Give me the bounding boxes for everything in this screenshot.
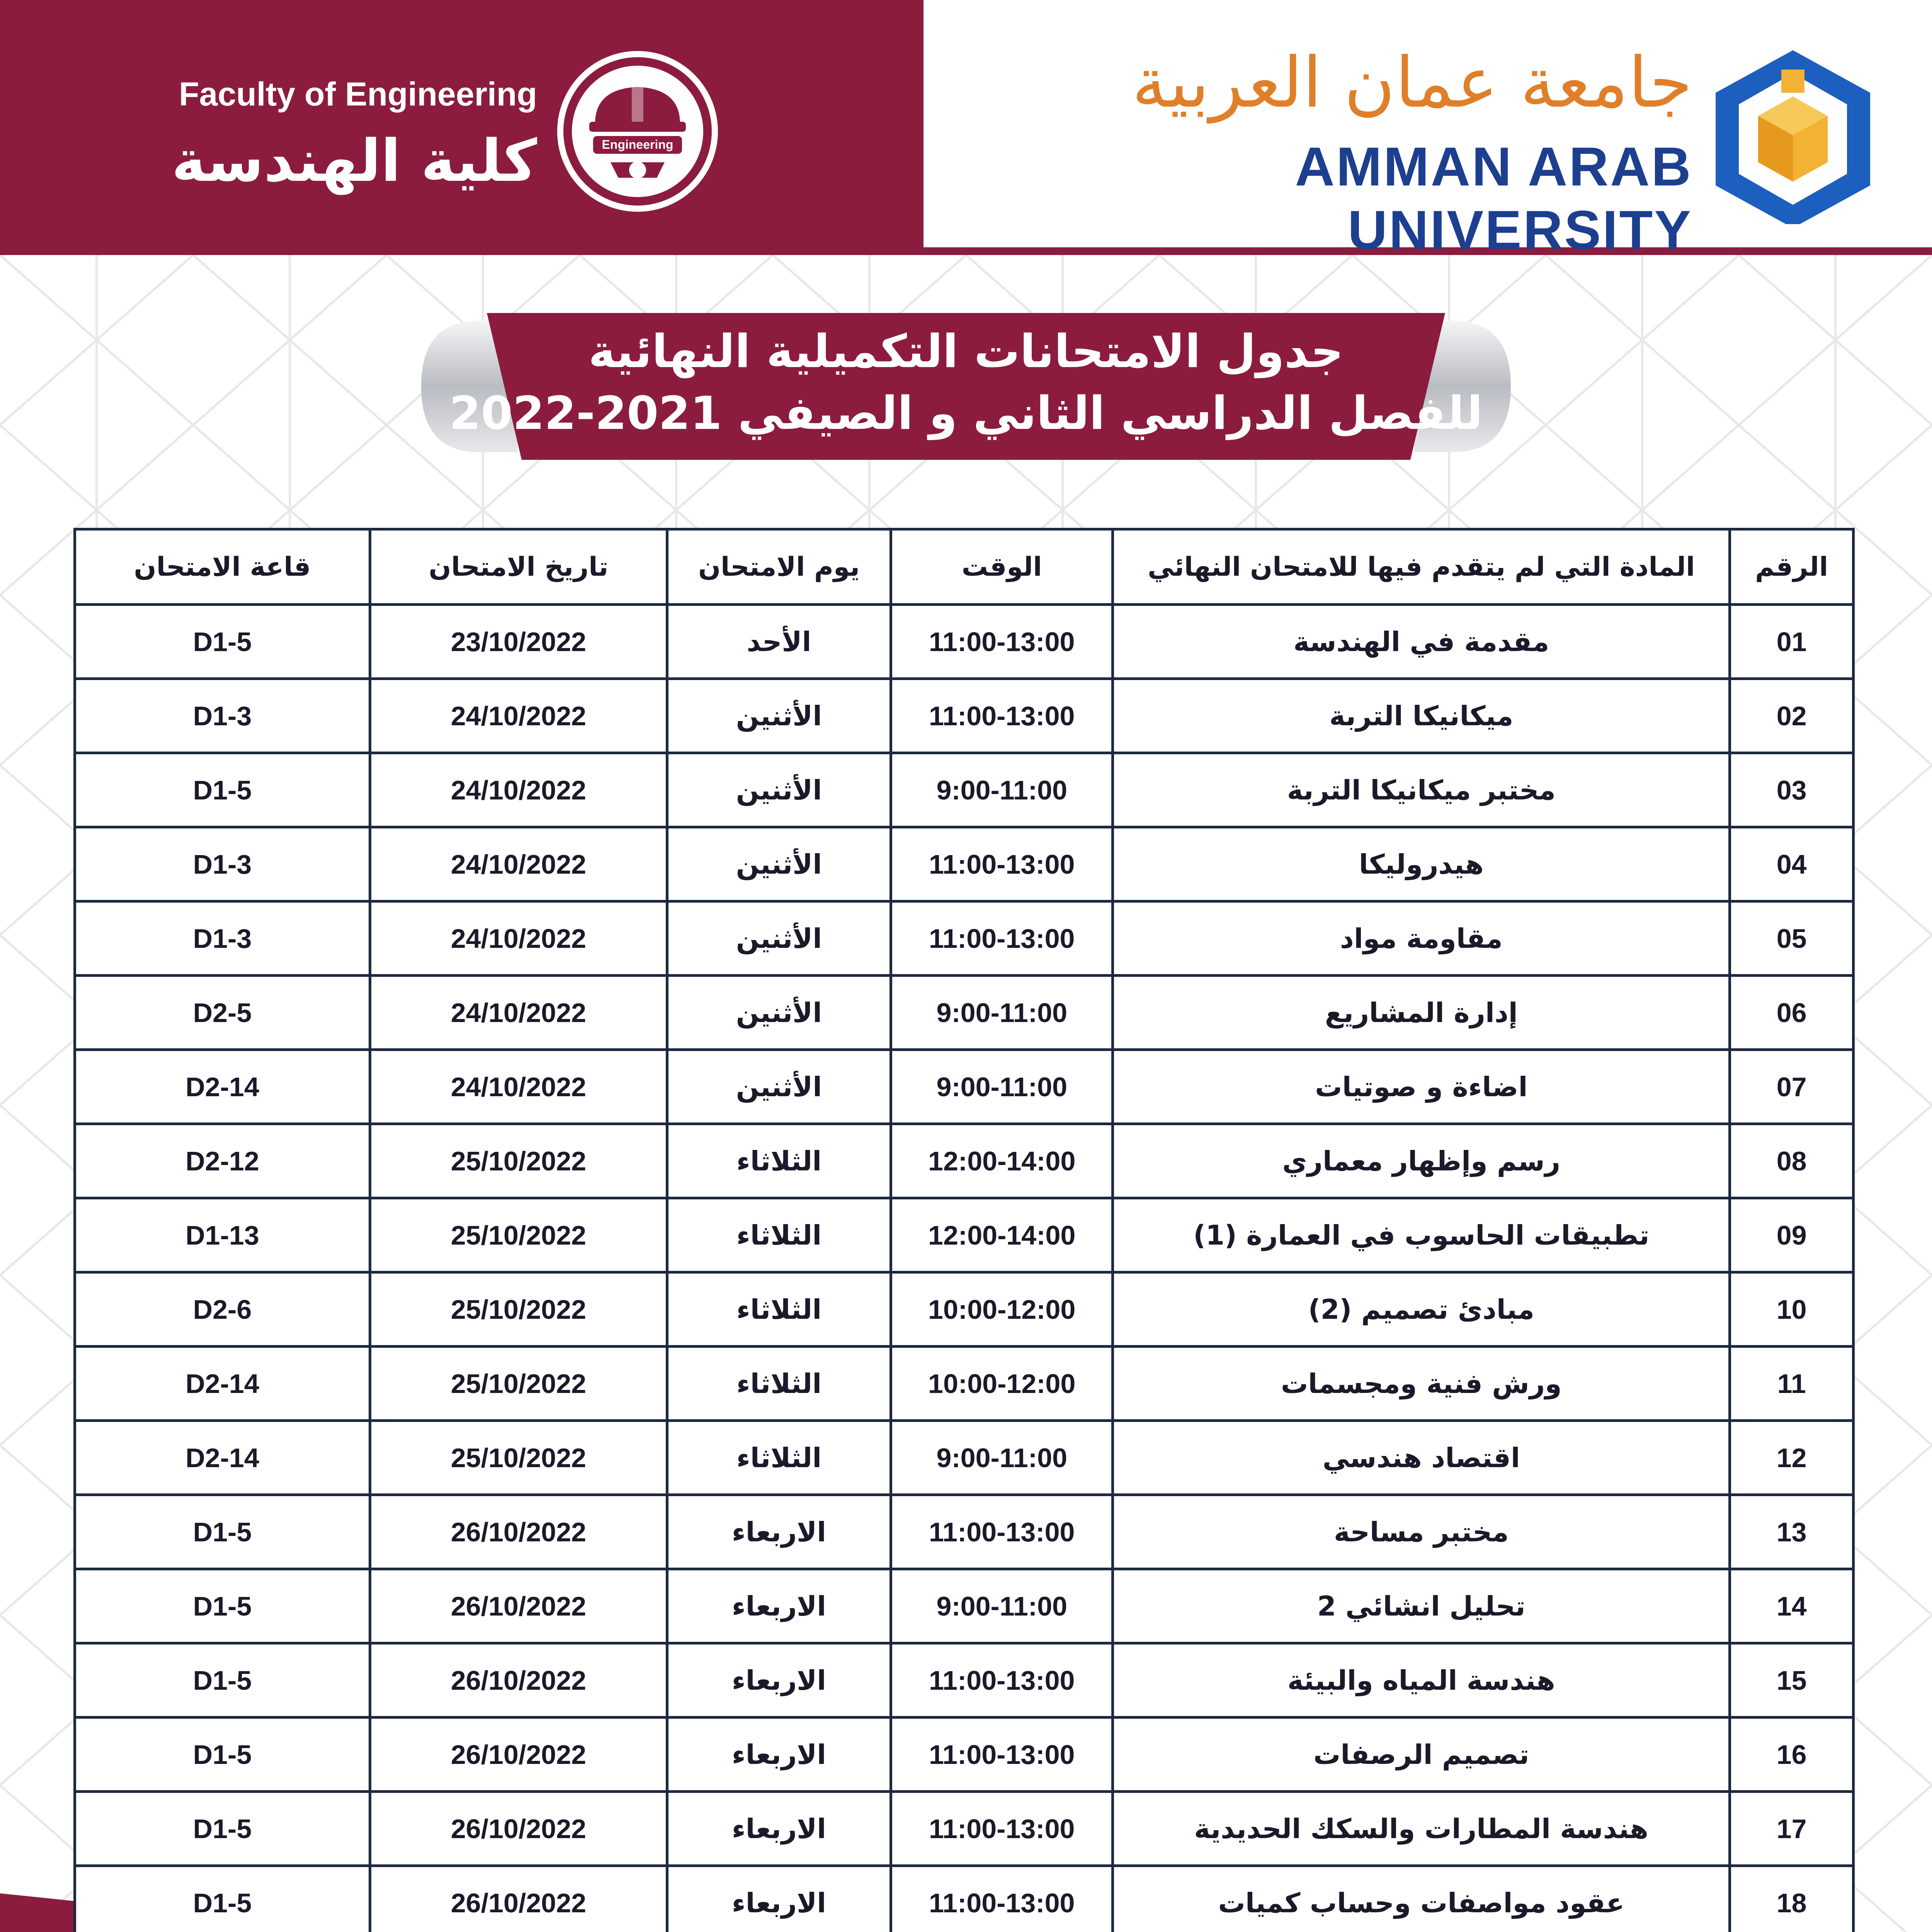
cell-day: الاربعاء xyxy=(667,1495,891,1569)
cell-room: D2-5 xyxy=(75,976,370,1050)
cell-day: الأثنين xyxy=(667,976,891,1050)
cell-time: 11:00-13:00 xyxy=(891,1718,1113,1792)
cell-day: الثلاثاء xyxy=(667,1421,891,1495)
table-row xyxy=(75,827,1854,901)
cell-room: D2-12 xyxy=(75,1124,370,1198)
engineering-logo-text: Engineering xyxy=(602,138,673,151)
cell-room: D1-5 xyxy=(75,605,370,679)
cell-day: الاربعاء xyxy=(667,1569,891,1643)
cell-time: 12:00-14:00 xyxy=(891,1198,1113,1272)
cell-course: تطبيقات الحاسوب في العمارة (1) xyxy=(1113,1198,1730,1272)
cell-day: الاربعاء xyxy=(667,1643,891,1718)
cell-course: مختبر ميكانيكا التربة xyxy=(1113,753,1730,827)
cell-day: الاربعاء xyxy=(667,1718,891,1792)
cell-time: 11:00-13:00 xyxy=(891,1643,1113,1718)
cell-date: 25/10/2022 xyxy=(370,1347,667,1421)
cell-date: 26/10/2022 xyxy=(370,1643,667,1718)
cell-room: D1-5 xyxy=(75,1495,370,1569)
cell-day: الثلاثاء xyxy=(667,1198,891,1272)
table-row xyxy=(75,901,1854,976)
cell-date: 24/10/2022 xyxy=(370,753,667,827)
cell-number: 14 xyxy=(1730,1569,1854,1643)
university-name-en: AMMAN ARAB UNIVERSITY xyxy=(1295,136,1692,261)
table-row xyxy=(75,605,1854,679)
table-row xyxy=(75,1124,1854,1198)
cell-course: ورش فنية ومجسمات xyxy=(1113,1347,1730,1421)
cell-course: هندسة المياه والبيئة xyxy=(1113,1643,1730,1718)
cell-date: 26/10/2022 xyxy=(370,1718,667,1792)
cell-number: 12 xyxy=(1730,1421,1854,1495)
table-header-row xyxy=(75,529,1854,605)
table-row xyxy=(75,1050,1854,1124)
cell-day: الأثنين xyxy=(667,753,891,827)
cell-room: D1-13 xyxy=(75,1198,370,1272)
cell-time: 11:00-13:00 xyxy=(891,605,1113,679)
cell-course: تحليل انشائي 2 xyxy=(1113,1569,1730,1643)
cell-room: D1-5 xyxy=(75,1643,370,1718)
cell-course: مبادئ تصميم (2) xyxy=(1113,1272,1730,1347)
cell-course: مقاومة مواد xyxy=(1113,901,1730,976)
cell-course: عقود مواصفات وحساب كميات xyxy=(1113,1866,1730,1932)
cell-time: 9:00-11:00 xyxy=(891,1050,1113,1124)
cell-room: D2-14 xyxy=(75,1050,370,1124)
cell-number: 02 xyxy=(1730,679,1854,753)
cell-room: D1-3 xyxy=(75,679,370,753)
schedule-subtitle: للفصل الدراسي الثاني و الصيفي 2021-2022 xyxy=(449,386,1483,440)
schedule-title: جدول الامتحانات التكميلية النهائية xyxy=(588,325,1344,378)
header-course: المادة التي لم يتقدم فيها للامتحان النهائي xyxy=(1113,529,1730,605)
cell-time: 11:00-13:00 xyxy=(891,901,1113,976)
cell-number: 01 xyxy=(1730,605,1854,679)
cell-date: 25/10/2022 xyxy=(370,1198,667,1272)
header-time: الوقت xyxy=(891,529,1113,605)
table-row xyxy=(75,1718,1854,1792)
table-row xyxy=(75,679,1854,753)
cell-time: 11:00-13:00 xyxy=(891,1792,1113,1866)
cell-date: 25/10/2022 xyxy=(370,1272,667,1347)
table-row xyxy=(75,1866,1854,1932)
cell-day: الثلاثاء xyxy=(667,1124,891,1198)
table-row xyxy=(75,976,1854,1050)
cell-room: D1-5 xyxy=(75,1569,370,1643)
cell-time: 12:00-14:00 xyxy=(891,1124,1113,1198)
cell-room: D1-5 xyxy=(75,1866,370,1932)
cell-number: 05 xyxy=(1730,901,1854,976)
cell-time: 11:00-13:00 xyxy=(891,679,1113,753)
cell-time: 11:00-13:00 xyxy=(891,1866,1113,1932)
cell-time: 9:00-11:00 xyxy=(891,753,1113,827)
cell-day: الثلاثاء xyxy=(667,1272,891,1347)
cell-course: إدارة المشاريع xyxy=(1113,976,1730,1050)
cell-time: 10:00-12:00 xyxy=(891,1272,1113,1347)
cell-course: مختبر مساحة xyxy=(1113,1495,1730,1569)
cell-date: 24/10/2022 xyxy=(370,827,667,901)
cell-date: 24/10/2022 xyxy=(370,679,667,753)
cell-time: 10:00-12:00 xyxy=(891,1347,1113,1421)
cell-number: 11 xyxy=(1730,1347,1854,1421)
exam-schedule-table xyxy=(73,528,1855,1932)
table-row xyxy=(75,1792,1854,1866)
title-ribbon xyxy=(421,309,1511,464)
cell-number: 08 xyxy=(1730,1124,1854,1198)
cell-day: الأثنين xyxy=(667,1050,891,1124)
cell-day: الأثنين xyxy=(667,679,891,753)
cell-date: 23/10/2022 xyxy=(370,605,667,679)
cell-time: 9:00-11:00 xyxy=(891,1421,1113,1495)
header-day: يوم الامتحان xyxy=(667,529,891,605)
cell-number: 07 xyxy=(1730,1050,1854,1124)
cell-number: 17 xyxy=(1730,1792,1854,1866)
cell-number: 15 xyxy=(1730,1643,1854,1718)
table-row xyxy=(75,1272,1854,1347)
cell-number: 06 xyxy=(1730,976,1854,1050)
cell-number: 04 xyxy=(1730,827,1854,901)
faculty-name-ar: كلية الهندسة xyxy=(172,128,537,195)
cell-course: هيدروليكا xyxy=(1113,827,1730,901)
cell-day: الثلاثاء xyxy=(667,1347,891,1421)
table-row xyxy=(75,1495,1854,1569)
cell-course: ميكانيكا التربة xyxy=(1113,679,1730,753)
cell-room: D1-5 xyxy=(75,753,370,827)
table-row xyxy=(75,1198,1854,1272)
university-logo-icon xyxy=(1712,46,1874,224)
cell-date: 26/10/2022 xyxy=(370,1569,667,1643)
cell-date: 24/10/2022 xyxy=(370,976,667,1050)
cell-number: 18 xyxy=(1730,1866,1854,1932)
cell-course: اقتصاد هندسي xyxy=(1113,1421,1730,1495)
cell-day: الأثنين xyxy=(667,827,891,901)
cell-course: مقدمة في الهندسة xyxy=(1113,605,1730,679)
cell-room: D1-3 xyxy=(75,901,370,976)
cell-room: D2-6 xyxy=(75,1272,370,1347)
cell-date: 24/10/2022 xyxy=(370,1050,667,1124)
cell-date: 24/10/2022 xyxy=(370,901,667,976)
table-row xyxy=(75,1421,1854,1495)
cell-time: 11:00-13:00 xyxy=(891,827,1113,901)
cell-number: 03 xyxy=(1730,753,1854,827)
cell-course: هندسة المطارات والسكك الحديدية xyxy=(1113,1792,1730,1866)
cell-course: تصميم الرصفات xyxy=(1113,1718,1730,1792)
cell-room: D2-14 xyxy=(75,1421,370,1495)
engineering-helmet-icon xyxy=(553,46,723,216)
cell-number: 16 xyxy=(1730,1718,1854,1792)
cell-day: الاربعاء xyxy=(667,1866,891,1932)
cell-date: 26/10/2022 xyxy=(370,1792,667,1866)
university-name-ar: جامعة عمان العربية xyxy=(1132,43,1692,123)
cell-number: 10 xyxy=(1730,1272,1854,1347)
cell-room: D2-14 xyxy=(75,1347,370,1421)
cell-date: 25/10/2022 xyxy=(370,1421,667,1495)
header-room: قاعة الامتحان xyxy=(75,529,370,605)
table-row xyxy=(75,1643,1854,1718)
cell-date: 26/10/2022 xyxy=(370,1495,667,1569)
cell-course: رسم وإظهار معماري xyxy=(1113,1124,1730,1198)
cell-number: 13 xyxy=(1730,1495,1854,1569)
cell-day: الأحد xyxy=(667,605,891,679)
cell-day: الأثنين xyxy=(667,901,891,976)
cell-time: 9:00-11:00 xyxy=(891,976,1113,1050)
cell-room: D1-3 xyxy=(75,827,370,901)
table-row xyxy=(75,1569,1854,1643)
cell-date: 26/10/2022 xyxy=(370,1866,667,1932)
cell-room: D1-5 xyxy=(75,1718,370,1792)
cell-room: D1-5 xyxy=(75,1792,370,1866)
cell-course: اضاءة و صوتيات xyxy=(1113,1050,1730,1124)
cell-number: 09 xyxy=(1730,1198,1854,1272)
cell-date: 25/10/2022 xyxy=(370,1124,667,1198)
cell-time: 9:00-11:00 xyxy=(891,1569,1113,1643)
faculty-name-en: Faculty of Engineering xyxy=(179,76,537,113)
header-number: الرقم xyxy=(1730,529,1854,605)
cell-day: الاربعاء xyxy=(667,1792,891,1866)
cell-time: 11:00-13:00 xyxy=(891,1495,1113,1569)
table-row xyxy=(75,753,1854,827)
table-row xyxy=(75,1347,1854,1421)
header-date: تاريخ الامتحان xyxy=(370,529,667,605)
